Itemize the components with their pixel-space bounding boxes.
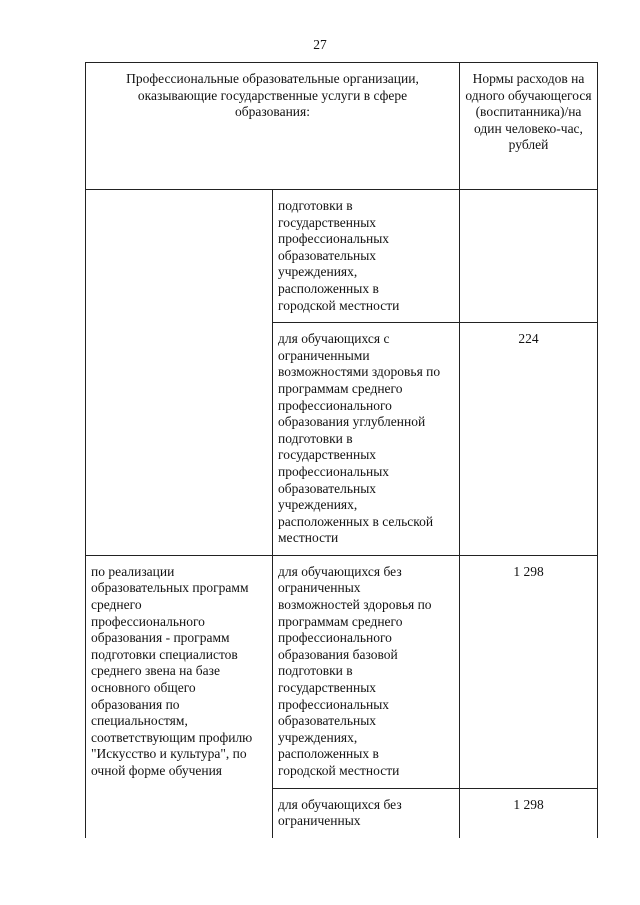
description-cell: подготовки в государственных профессиональных образовательных учреждениях, расположенных в городской местности [273, 190, 460, 323]
value-cell: 224 [460, 323, 598, 556]
norms-table [85, 62, 598, 838]
table-row [86, 190, 598, 323]
org-column-header: Профессиональные образовательные организации, оказывающие государственные услуги в сфере образования: [86, 63, 460, 190]
norm-column-header: Нормы расходов на одного обучающегося (воспитанника)/на один человеко-час, рублей [460, 63, 598, 190]
description-cell: для обучающихся без ограниченных возможностей здоровья по программам среднего профессионального образования базовой подготовки в государственных профессиональных образовательных учреждениях, расположенных в городской местности [273, 555, 460, 788]
value-cell: 1 298 [460, 555, 598, 788]
table-header-row [86, 63, 598, 190]
description-cell: для обучающихся с ограниченными возможностями здоровья по программам среднего профессионального образования углубленной подготовки в государственных профессиональных образовательных учреждениях, расположенных в сельской местности [273, 323, 460, 556]
table-row [86, 323, 598, 556]
category-cell: по реализации образовательных программ среднего профессионального образования - программ подготовки специалистов среднего звена на базе основного общего образования по специальностям, соответствующим профилю "Искусство и культура", по очной форме обучения [86, 555, 273, 837]
category-cell [86, 190, 273, 323]
page-number: 27 [313, 37, 327, 52]
value-cell: 1 298 [460, 788, 598, 838]
value-cell [460, 190, 598, 323]
category-cell [86, 323, 273, 556]
table-row [86, 555, 598, 788]
description-cell: для обучающихся без ограниченных [273, 788, 460, 838]
